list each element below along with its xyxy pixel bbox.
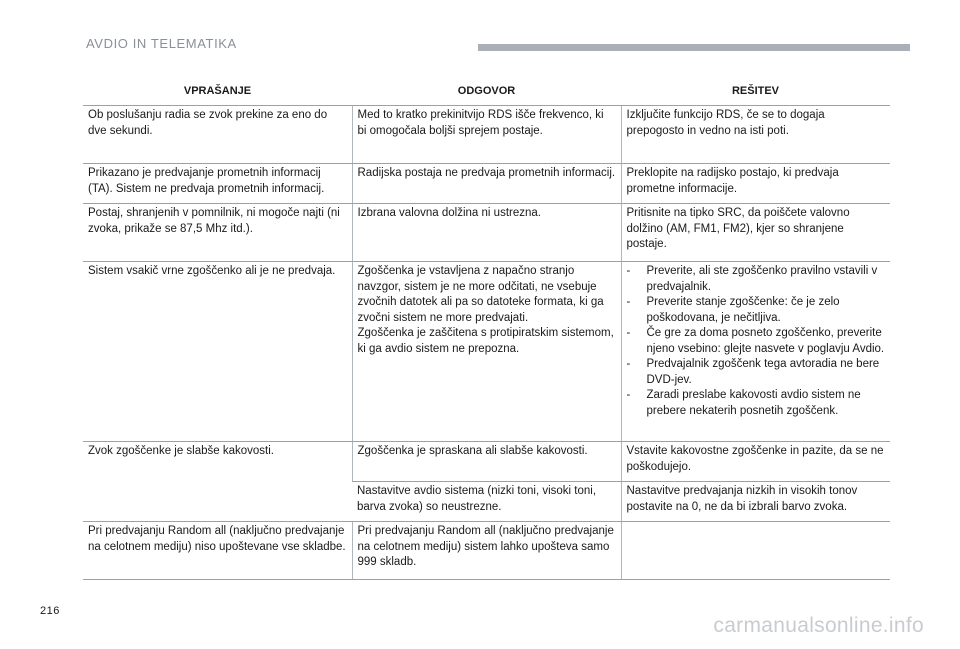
solution-cell: Izključite funkcijo RDS, če se to dogaja prepogosto in vedno na isti poti. (621, 106, 890, 164)
list-item-text: Če gre za doma posneto zgoščenko, preverite njeno vsebino: glejte nasvete v poglavju Avdio. (646, 327, 885, 355)
bullet-dash: - (626, 358, 631, 370)
list-item (627, 357, 886, 388)
section-title: AVDIO IN TELEMATIKA (86, 36, 237, 51)
list-item-text: Predvajalnik zgoščenk tega avtoradia ne bere DVD-jev. (646, 358, 880, 386)
list-item (627, 295, 886, 326)
column-header-solution: REŠITEV (621, 79, 890, 106)
list-item-text: Preverite stanje zgoščenke: če je zelo poškodovana, je nečitljiva. (646, 296, 840, 324)
table-row (83, 204, 890, 262)
question-cell: Prikazano je predvajanje prometnih informacij (TA). Sistem ne predvaja prometnih informacij. (83, 164, 352, 204)
question-cell: Ob poslušanju radia se zvok prekine za eno do dve sekundi. (83, 106, 352, 164)
answer-cell: Radijska postaja ne predvaja prometnih informacij. (352, 164, 621, 204)
question-cell: Pri predvajanju Random all (naključno predvajanje na celotnem mediju) niso upoštevane vse skladbe. (83, 522, 352, 580)
bullet-dash: - (626, 265, 631, 277)
answer-cell: Nastavitve avdio sistema (nizki toni, visoki toni, barva zvoka) so neustrezne. (352, 482, 621, 522)
table-row (83, 106, 890, 164)
answer-paragraph: Zgoščenka je vstavljena z napačno stranjo navzgor, sistem je ne more odčitati, ne vsebuje zvočnih datotek ali pa so datoteke formata, ki ga zvočni sistem ne more predvajati. (357, 265, 604, 324)
table-row (83, 442, 890, 482)
solution-cell: Pritisnite na tipko SRC, da poiščete valovno dolžino (AM, FM1, FM2), kjer so shranjene postaje. (621, 204, 890, 262)
question-cell: Zvok zgoščenke je slabše kakovosti. (83, 442, 352, 522)
list-item-text: Zaradi preslabe kakovosti avdio sistem ne prebere nekaterih posnetih zgoščenk. (646, 389, 861, 417)
table-header-row (83, 79, 890, 106)
list-item (627, 326, 886, 357)
page-number: 216 (40, 605, 60, 617)
question-cell: Sistem vsakič vrne zgoščenko ali je ne predvaja. (83, 262, 352, 442)
list-item (627, 264, 886, 295)
troubleshooting-table (83, 79, 890, 580)
solution-cell: Preklopite na radijsko postajo, ki predvaja prometne informacije. (621, 164, 890, 204)
answer-paragraph: Zgoščenka je zaščitena s protipiratskim sistemom, ki ga avdio sistem ne prepozna. (357, 327, 614, 355)
table-row (83, 262, 890, 442)
table-row (83, 164, 890, 204)
solution-cell: Vstavite kakovostne zgoščenke in pazite, da se ne poškodujejo. (621, 442, 890, 482)
answer-cell: Zgoščenka je spraskana ali slabše kakovosti. (352, 442, 621, 482)
bullet-dash: - (626, 389, 631, 401)
question-cell: Postaj, shranjenih v pomnilnik, ni mogoče najti (ni zvoka, prikaže se 87,5 Mhz itd.). (83, 204, 352, 262)
bullet-dash: - (626, 296, 631, 308)
answer-cell (352, 262, 621, 442)
answer-cell: Izbrana valovna dolžina ni ustrezna. (352, 204, 621, 262)
solution-bullet-list (627, 264, 886, 419)
answer-cell: Pri predvajanju Random all (naključno predvajanje na celotnem mediju) sistem lahko upošteva samo 999 skladb. (352, 522, 621, 580)
list-item (627, 388, 886, 419)
header-bar (478, 44, 910, 51)
table-row (83, 522, 890, 580)
solution-cell: Nastavitve predvajanja nizkih in visokih tonov postavite na 0, ne da bi izbrali barvo zvoka. (621, 482, 890, 522)
solution-cell (621, 262, 890, 442)
watermark: carmanualsonline.info (713, 614, 924, 637)
column-header-answer: ODGOVOR (352, 79, 621, 106)
list-item-text: Preverite, ali ste zgoščenko pravilno vstavili v predvajalnik. (646, 265, 878, 293)
bullet-dash: - (626, 327, 631, 339)
answer-cell: Med to kratko prekinitvijo RDS išče frekvenco, ki bi omogočala boljši sprejem postaje. (352, 106, 621, 164)
column-header-question: VPRAŠANJE (83, 79, 352, 106)
solution-cell (621, 522, 890, 580)
